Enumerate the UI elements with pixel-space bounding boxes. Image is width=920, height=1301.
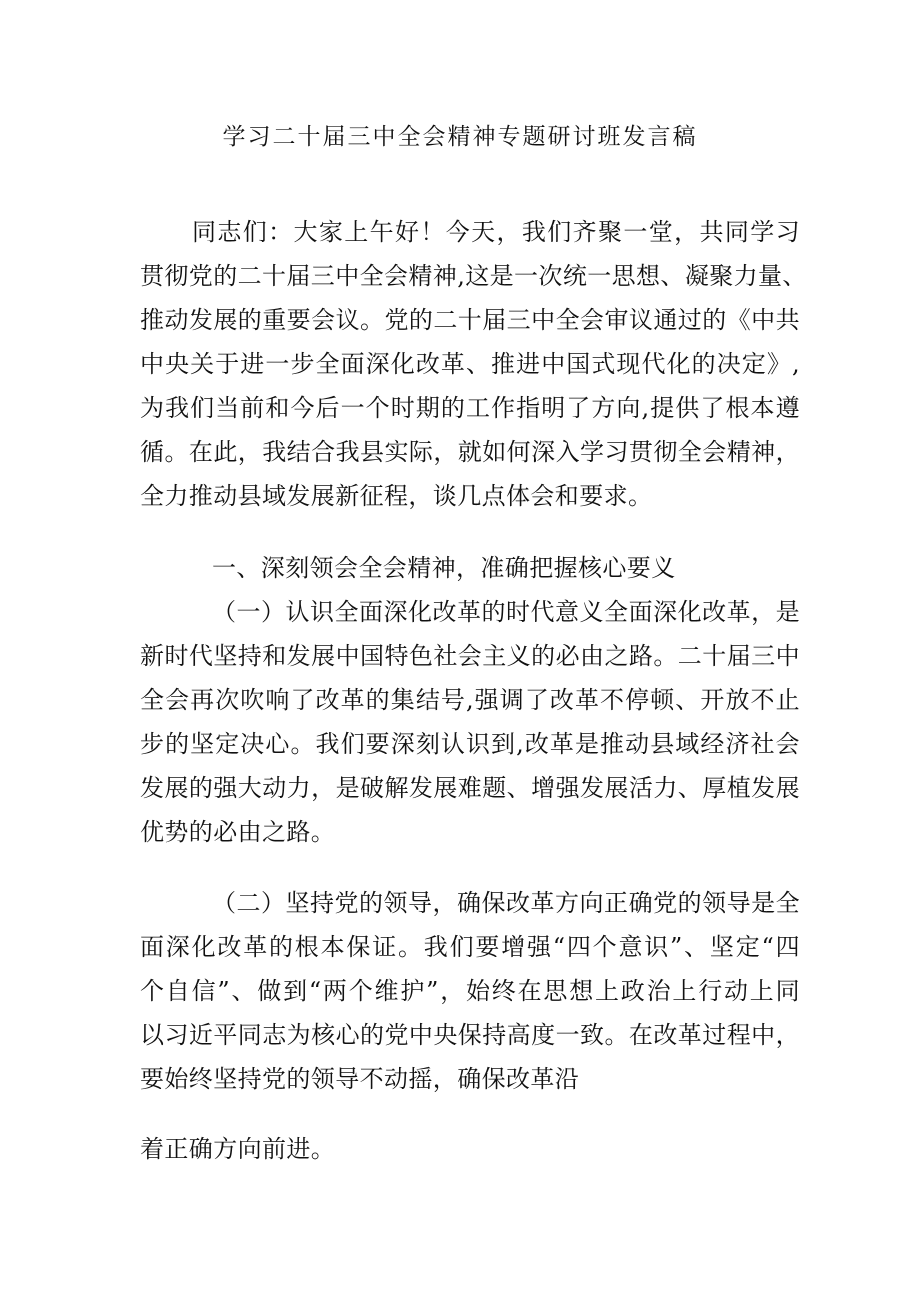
paragraph-line: 着正确方向前进。 [140,1135,336,1163]
paragraph-opening [140,210,807,518]
paragraph-line: 全力推动县域发展新征程，谈几点体会和要求。 [140,482,653,510]
paragraph-continuation [140,1127,800,1171]
paragraph-line: 全会再次吹响了改革的集结号,强调了改革不停顿、开放不止 [140,686,800,714]
paragraph-line: 同志们：大家上午好！今天，我们齐聚一堂，共同学习 [192,218,800,246]
paragraph-line: 面深化改革的根本保证。我们要增强“四个意识”、坚定“四 [140,933,800,961]
paragraph-reform-significance [140,590,800,854]
paragraph-line: 推动发展的重要会议。党的二十届三中全会审议通过的《中共 [140,306,800,334]
paragraph-line: 要始终坚持党的领导不动摇，确保改革沿 [140,1065,580,1093]
document-title: 学习二十届三中全会精神专题研讨班发言稿 [222,124,698,150]
paragraph-line: （一）认识全面深化改革的时代意义全面深化改革，是 [212,598,800,626]
paragraph-line: 循。在此，我结合我县实际，就如何深入学习贯彻全会精神， [140,438,800,466]
section-heading [140,546,800,590]
paragraph-line: 发展的强大动力，是破解发展难题、增强发展活力、厚植发展 [140,774,800,802]
paragraph-party-leadership [140,881,800,1101]
paragraph-line: 贯彻党的二十届三中全会精神,这是一次统一思想、凝聚力量、 [140,262,807,290]
paragraph-line: 以习近平同志为核心的党中央保持高度一致。在改革过程中， [140,1021,800,1049]
paragraph-line: 新时代坚持和发展中国特色社会主义的必由之路。二十届三中 [140,642,800,670]
paragraph-line: 步的坚定决心。我们要深刻认识到,改革是推动县域经济社会 [140,730,800,758]
section-heading-text: 一、深刻领会全会精神，准确把握核心要义 [212,554,676,582]
paragraph-line: 优势的必由之路。 [140,818,336,846]
paragraph-line: （二）坚持党的领导，确保改革方向正确党的领导是全 [212,889,800,917]
paragraph-line: 个自信”、做到“两个维护”，始终在思想上政治上行动上同 [140,977,800,1005]
paragraph-line: 为我们当前和今后一个时期的工作指明了方向,提供了根本遵 [140,394,800,422]
paragraph-line: 中央关于进一步全面深化改革、推进中国式现代化的决定》, [140,350,800,378]
